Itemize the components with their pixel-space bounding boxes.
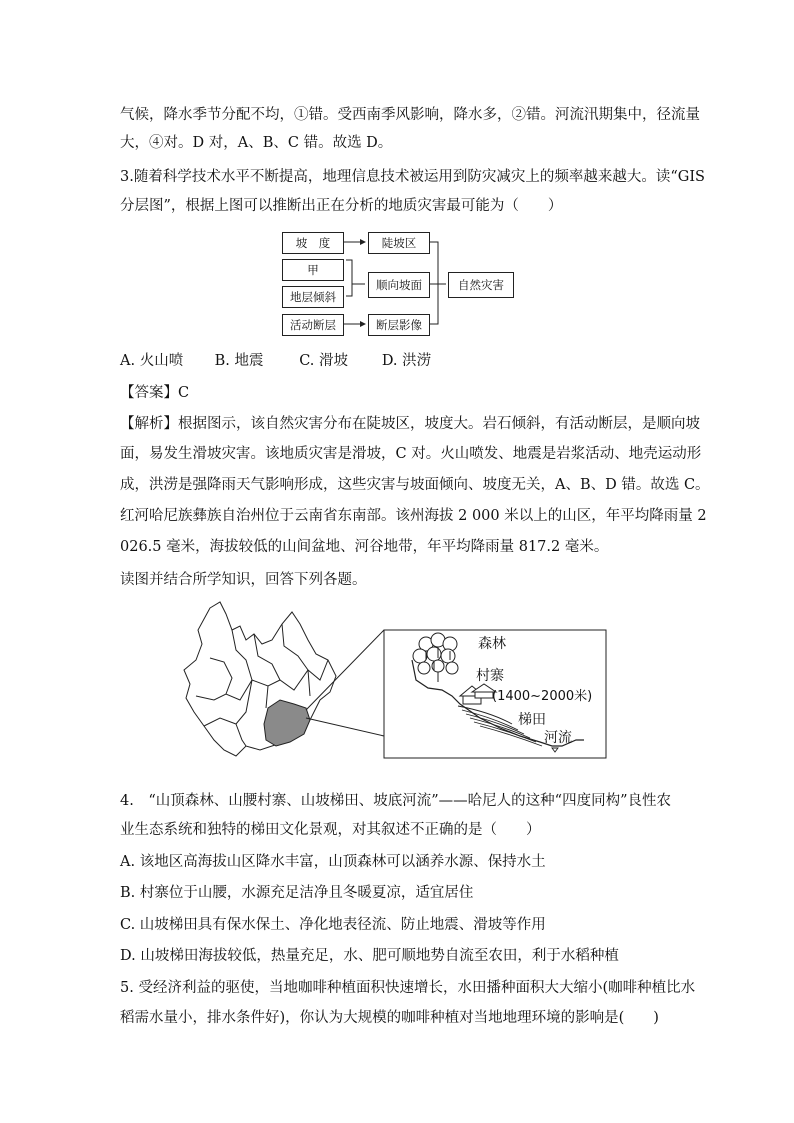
intro-line1: 红河哈尼族彝族自治州位于云南省东南部。该州海拔 2 000 米以上的山区，年平均降雨量 2 (120, 508, 707, 524)
q3-analysis-line1: 【解析】根据图示，该自然灾害分布在陡坡区，坡度大。岩石倾斜，有活动断层，是顺向坡 (120, 416, 700, 432)
q4-option-d[interactable]: D. 山坡梯田海拔较低，热量充足，水、肥可顺地势自流至农田，利于水稻种植 (120, 948, 619, 964)
q3-stem-line1: 3.随着科学技术水平不断提高，地理信息技术被运用到防灾减灾上的频率越来越大。读“GIS (120, 169, 705, 185)
bracket-left (346, 260, 365, 296)
label-altitude: (1400~2000米) (492, 689, 593, 704)
connector-line-bottom (306, 718, 384, 736)
yunnan-map-figure (180, 600, 610, 780)
intro-line3: 读图并结合所学知识，回答下列各题。 (120, 572, 367, 588)
q3-option-d[interactable]: D. 洪涝 (381, 353, 432, 369)
q3-option-a[interactable]: A. 火山喷 (120, 353, 184, 369)
box-natural-disaster: 自然灾害 (448, 272, 514, 298)
box-dip-slope: 顺向坡面 (368, 272, 430, 298)
box-slope: 坡 度 (282, 232, 344, 254)
box-strata: 地层倾斜 (282, 286, 344, 308)
label-village: 村寨 (476, 668, 504, 684)
province-map (184, 602, 336, 756)
q5-stem-line1: 5. 受经济利益的驱使，当地咖啡种植面积快速增长，水田播种面积大大缩小(咖啡种植比水 (120, 980, 696, 996)
box-fault-image: 断层影像 (368, 314, 430, 336)
q2-analysis-line1: 气候，降水季节分配不均，①错。受西南季风影响，降水多，②错。河流汛期集中，径流量 (120, 107, 700, 123)
label-forest: 森林 (478, 636, 506, 652)
label-terrace: 梯田 (518, 712, 546, 728)
box-fault: 活动断层 (282, 314, 344, 336)
q4-option-a[interactable]: A. 该地区高海拔山区降水丰富，山顶森林可以涵养水源、保持水土 (120, 854, 546, 870)
label-river: 河流 (544, 730, 572, 746)
honghe-prefecture (264, 700, 310, 746)
q3-options (120, 350, 431, 372)
q3-analysis-line3: 成，洪涝是强降雨天气影响形成，这些灾害与坡面倾向、坡度无关，A、B、D 错。故选 C。 (120, 477, 710, 493)
q5-stem-line2: 稻需水量小，排水条件好)，你认为大规模的咖啡种植对当地地理环境的影响是( ) (120, 1010, 659, 1026)
q3-option-b[interactable]: B. 地震 (214, 353, 264, 369)
bracket-right (430, 242, 446, 324)
box-jia: 甲 (282, 259, 344, 281)
box-steep-area: 陡坡区 (368, 232, 430, 254)
q4-option-c[interactable]: C. 山坡梯田具有保水保土、净化地表径流、防止地震、滑坡等作用 (120, 917, 546, 933)
gis-flow-diagram (280, 228, 520, 340)
q2-analysis-line2: 大，④对。D 对，A、B、C 错。故选 D。 (120, 135, 393, 151)
q3-answer: 【答案】C (120, 385, 190, 401)
q4-option-b[interactable]: B. 村寨位于山腰，水源充足洁净且冬暖夏凉，适宜居住 (120, 885, 474, 901)
q4-stem-line2: 业生态系统和独特的梯田文化景观，对其叙述不正确的是（ ） (120, 822, 541, 838)
q3-option-c[interactable]: C. 滑坡 (299, 353, 349, 369)
q3-analysis-line2: 面，易发生滑坡灾害。该地质灾害是滑坡，C 对。火山喷发、地震是岩浆活动、地壳运动形 (120, 446, 702, 462)
q4-stem-line1: 4. “山顶森林、山腰村寨、山坡梯田、坡底河流”——哈尼人的这种“四度同构”良性农 (120, 793, 671, 809)
intro-line2: 026.5 毫米，海拔较低的山间盆地、河谷地带，年平均降雨量 817.2 毫米。 (120, 539, 609, 555)
q3-stem-line2: 分层图”，根据上图可以推断出正在分析的地质灾害最可能为（ ） (120, 198, 563, 214)
